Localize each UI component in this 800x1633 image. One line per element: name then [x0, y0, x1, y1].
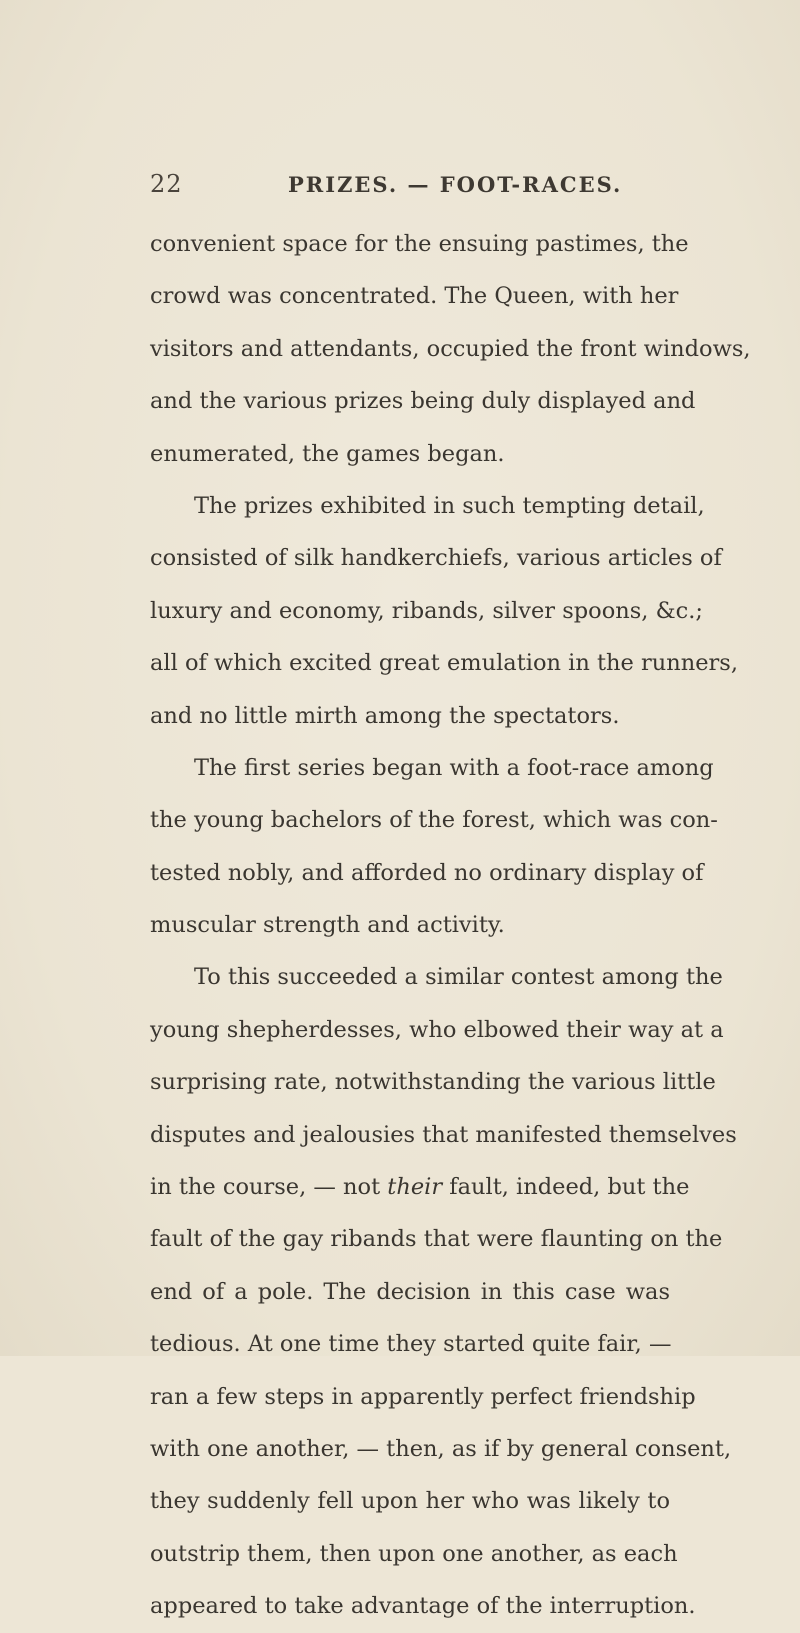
text-line: they suddenly fell upon her who was likely to	[150, 1488, 670, 1515]
text-line: in the course, — not their fault, indeed, but the	[150, 1174, 690, 1201]
text-line: convenient space for the ensuing pastimes, the	[150, 231, 689, 257]
text-line: and no little mirth among the spectators.	[150, 702, 620, 729]
paragraph-first-line: The prizes exhibited in such tempting detail,	[194, 492, 705, 519]
text-line: with one another, — then, as if by general consent,	[150, 1435, 732, 1462]
text-line: luxury and economy, ribands, silver spoons, &c.;	[150, 597, 703, 624]
text-line: enumerated, the games began.	[150, 440, 505, 467]
text-line: all of which excited great emulation in the runners,	[150, 650, 738, 677]
paragraph-first-line: To this succeeded a similar contest among the	[194, 964, 723, 991]
text-line: young shepherdesses, who elbowed their way at a	[150, 1016, 724, 1043]
running-head: PRIZES. — FOOT-RACES.	[288, 172, 623, 197]
text-line: ran a few steps in apparently perfect friendship	[150, 1383, 696, 1410]
text-line: tested nobly, and afforded no ordinary display of	[150, 859, 704, 886]
text-line: tedious. At one time they started quite fair, —	[150, 1331, 672, 1358]
emphasis-word: their	[387, 1174, 443, 1201]
text-line: fault of the gay ribands that were flaunting on the	[150, 1226, 723, 1253]
page-number: 22	[150, 170, 183, 198]
text-line: visitors and attendants, occupied the front windows,	[150, 335, 751, 362]
text-line: outstrip them, then upon one another, as each	[150, 1540, 678, 1567]
text-line: muscular strength and activity.	[150, 912, 505, 939]
text-line: the young bachelors of the forest, which was con-	[150, 807, 718, 834]
text-line: surprising rate, notwithstanding the various little	[150, 1069, 716, 1096]
paragraph-first-line: The first series began with a foot-race among	[194, 754, 714, 781]
page-header	[150, 168, 670, 208]
text-line: end of a pole. The decision in this case was	[150, 1278, 670, 1305]
body-text	[150, 218, 751, 1633]
text-line: consisted of silk handkerchiefs, various articles of	[150, 545, 722, 572]
text-line: appeared to take advantage of the interruption.	[150, 1593, 696, 1620]
text-line: and the various prizes being duly displayed and	[150, 388, 696, 415]
text-line: crowd was concentrated. The Queen, with her	[150, 283, 679, 310]
text-line: disputes and jealousies that manifested themselves	[150, 1121, 737, 1148]
